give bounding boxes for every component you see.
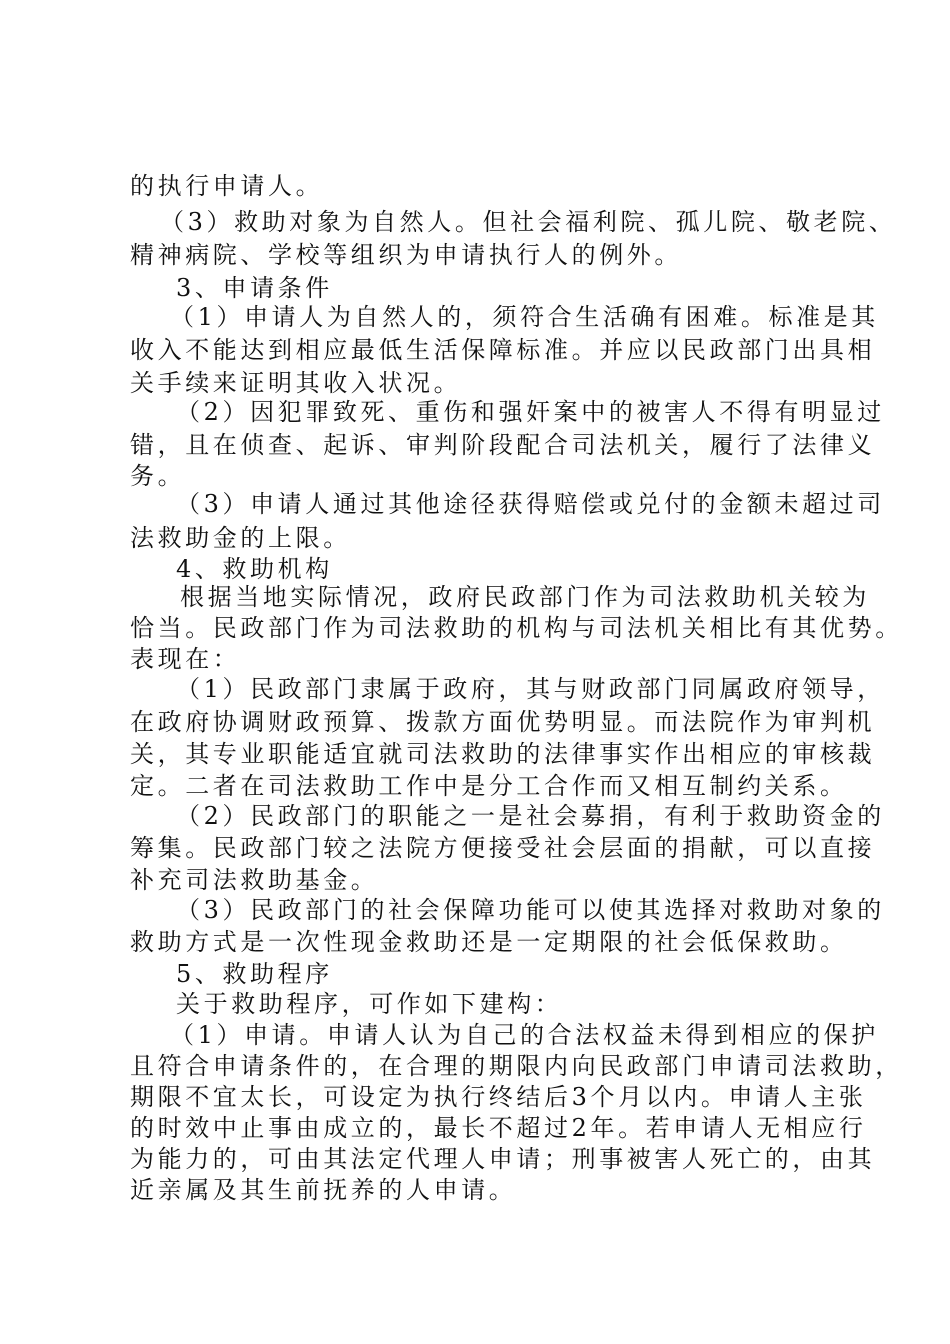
text-line: 表现在： (130, 645, 241, 673)
text-line: 且符合申请条件的，在合理的期限内向民政部门申请司法救助， (130, 1052, 903, 1080)
text-line: （1）申请人为自然人的，须符合生活确有困难。标准是其 (170, 303, 879, 331)
text-line: （2）民政部门的职能之一是社会募捐，有利于救助资金的 (176, 802, 885, 830)
text-line: 法救助金的上限。 (130, 524, 351, 552)
text-line: 错，且在侦查、起诉、审判阶段配合司法机关，履行了法律义 (130, 431, 876, 459)
text-line: 在政府协调财政预算、拨款方面优势明显。而法院作为审判机 (130, 708, 876, 736)
text-line: 近亲属及其生前抚养的人申请。 (130, 1176, 517, 1204)
text-line: （1）民政部门隶属于政府，其与财政部门同属政府领导， (176, 675, 885, 703)
text-line: 的时效中止事由成立的，最长不超过2年。若申请人无相应行 (130, 1114, 867, 1142)
text-line: 关，其专业职能适宜就司法救助的法律事实作出相应的审核裁 (130, 740, 876, 768)
text-line: （1）申请。申请人认为自己的合法权益未得到相应的保护 (170, 1021, 879, 1049)
text-line: 根据当地实际情况，政府民政部门作为司法救助机关较为 (180, 583, 870, 611)
text-line: 务。 (130, 462, 186, 490)
text-line: （3）救助对象为自然人。但社会福利院、孤儿院、敬老院、 (160, 208, 897, 236)
text-line: 定。二者在司法救助工作中是分工合作而又相互制约关系。 (130, 772, 848, 800)
text-line: 精神病院、学校等组织为申请执行人的例外。 (130, 241, 682, 269)
text-line: （3）申请人通过其他途径获得赔偿或兑付的金额未超过司 (176, 490, 885, 518)
text-line: 关于救助程序，可作如下建构： (176, 990, 563, 1018)
text-line: 筹集。民政部门较之法院方便接受社会层面的捐献，可以直接 (130, 834, 876, 862)
text-line: 救助方式是一次性现金救助还是一定期限的社会低保救助。 (130, 928, 848, 956)
text-line: 补充司法救助基金。 (130, 866, 379, 894)
text-line: 期限不宜太长，可设定为执行终结后3个月以内。申请人主张 (130, 1083, 867, 1111)
section-heading: 5、救助程序 (176, 960, 333, 988)
section-heading: 3、申请条件 (176, 274, 333, 302)
text-line: 关手续来证明其收入状况。 (130, 369, 462, 397)
text-line: 的执行申请人。 (130, 172, 324, 200)
text-line: 恰当。民政部门作为司法救助的机构与司法机关相比有其优势。 (130, 614, 903, 642)
section-heading: 4、救助机构 (176, 555, 333, 583)
text-line: （2）因犯罪致死、重伤和强奸案中的被害人不得有明显过 (176, 398, 885, 426)
text-line: 收入不能达到相应最低生活保障标准。并应以民政部门出具相 (130, 336, 876, 364)
text-line: 为能力的，可由其法定代理人申请；刑事被害人死亡的，由其 (130, 1145, 876, 1173)
text-line: （3）民政部门的社会保障功能可以使其选择对救助对象的 (176, 896, 885, 924)
